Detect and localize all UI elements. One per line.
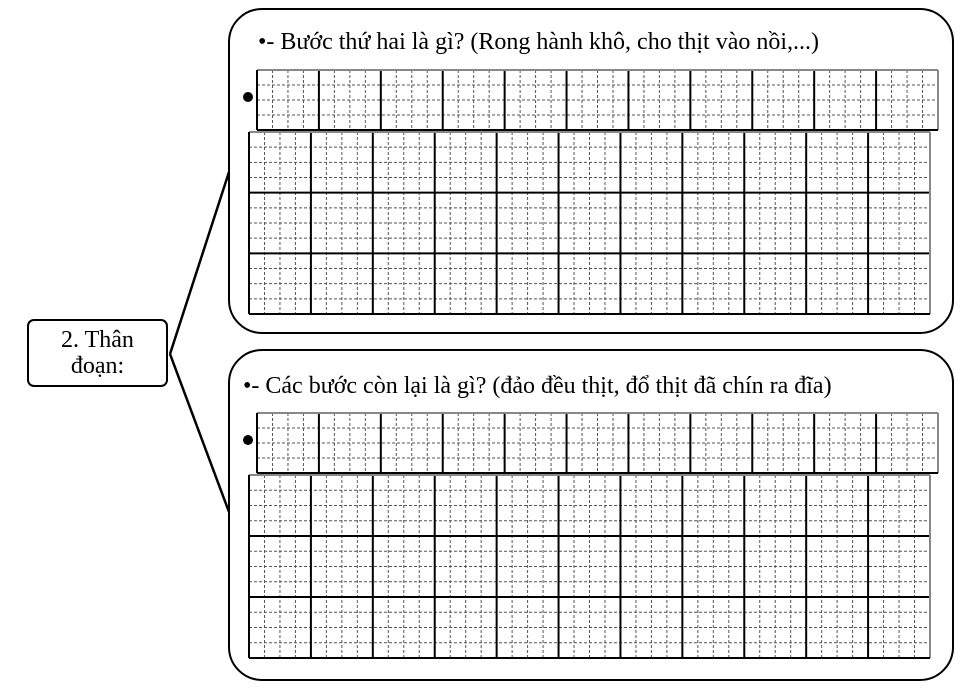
writing-grid-lower-block[interactable] <box>248 131 931 315</box>
section-label-line2: đoạn: <box>70 353 125 379</box>
writing-grid-top-row[interactable] <box>256 69 939 131</box>
bullet-icon <box>243 92 253 102</box>
writing-grid-lower-block[interactable] <box>248 474 931 659</box>
writing-grid-top-row[interactable] <box>256 412 939 474</box>
remaining-steps-prompt: •- Các bước còn lại là gì? (đảo đều thịt, đổ thịt đã chín ra đĩa) <box>243 373 832 399</box>
step-two-prompt: •- Bước thứ hai là gì? (Rong hành khô, cho thịt vào nồi,...) <box>258 29 820 55</box>
section-label-line1: 2. Thân <box>61 327 134 353</box>
bullet-icon <box>243 435 253 445</box>
section-label-box <box>27 319 168 387</box>
